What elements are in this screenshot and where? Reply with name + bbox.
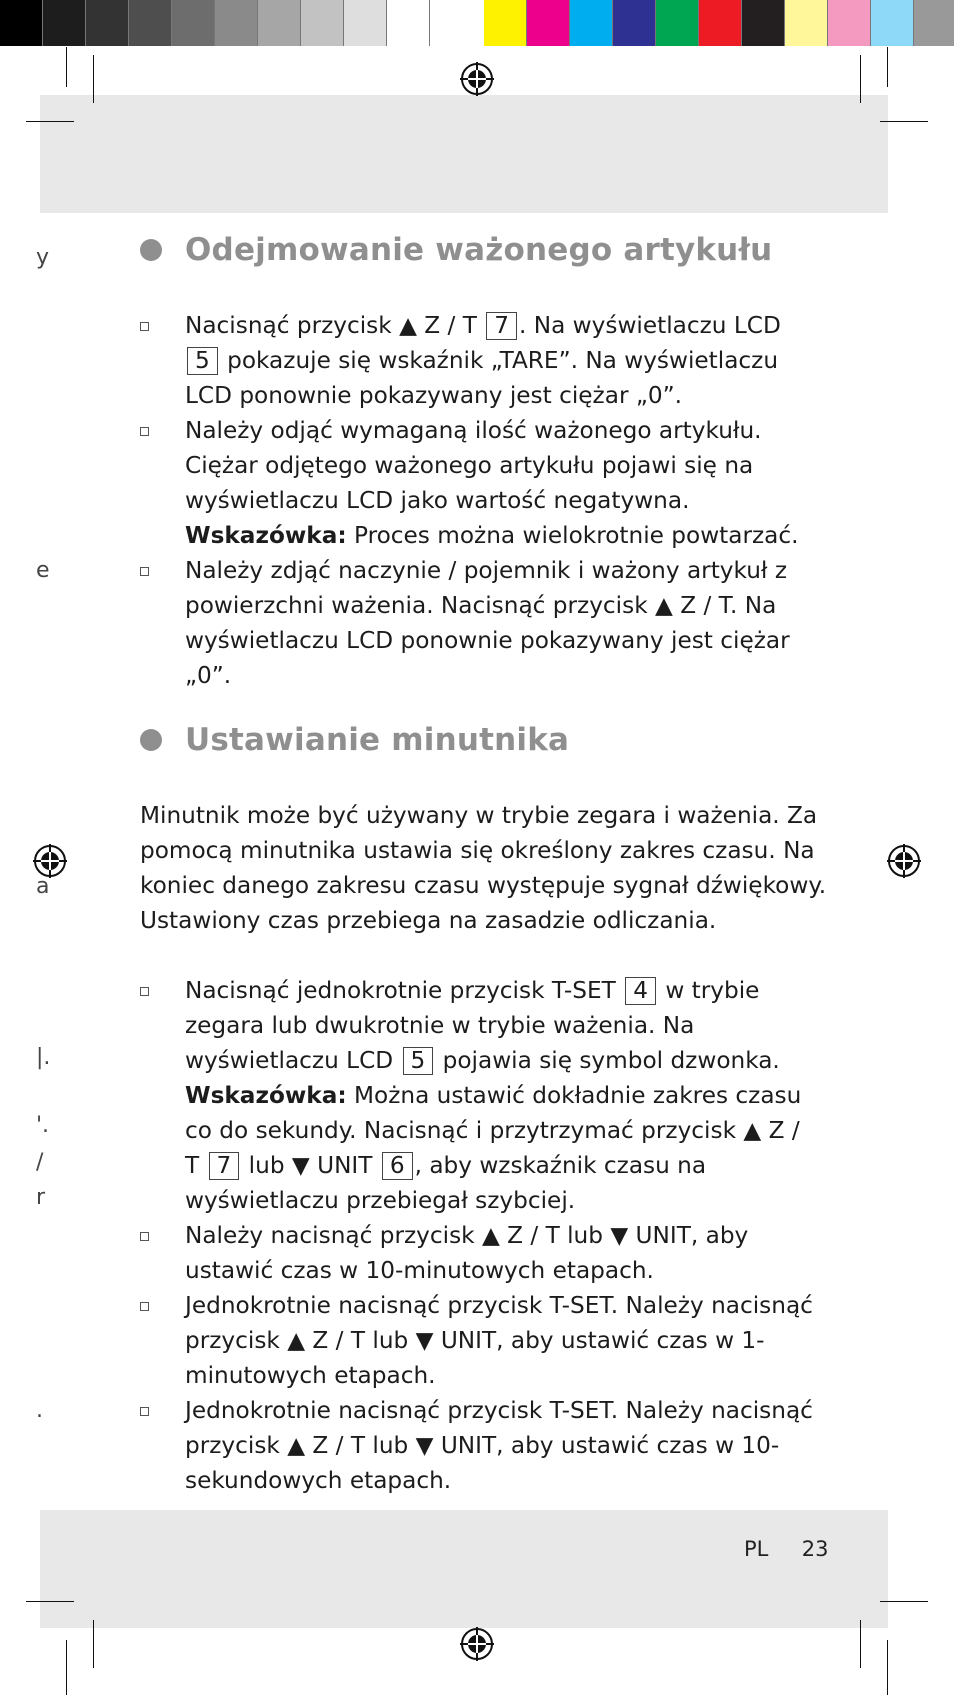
- checkbox-bullet-icon: [140, 322, 149, 331]
- crop-mark: [880, 121, 928, 122]
- edge-fragment: .: [36, 1398, 43, 1423]
- step-text: Należy odjąć wymaganą ilość ważonego artykułu. Ciężar odjętego ważonego artykułu pojawi się na wyświetlaczu LCD jako wartość negatywna.: [185, 417, 762, 514]
- crop-mark: [26, 121, 74, 122]
- edge-fragment: r: [36, 1185, 46, 1210]
- part-reference: 7: [486, 312, 517, 340]
- list-item: [140, 1393, 820, 1498]
- section-heading-tare: [140, 232, 772, 268]
- section-heading-timer: [140, 722, 569, 758]
- color-swatch: [86, 0, 129, 46]
- crop-mark: [93, 55, 94, 103]
- color-swatch: [570, 0, 613, 46]
- header-band: [40, 95, 888, 213]
- crop-mark: [26, 1601, 74, 1602]
- list-item: [140, 973, 820, 1218]
- timer-intro: Minutnik może być używany w trybie zegara i ważenia. Za pomocą minutnika ustawia się określony zakres czasu. Na koniec danego zakresu czasu występuje sygnał dźwiękowy. Ustawiony czas przebiega na zasadzie odliczania.: [140, 802, 827, 934]
- bullet-dot-icon: [140, 239, 162, 261]
- step-text: Nacisnąć jednokrotnie przycisk T-SET 4 w trybie zegara lub dwukrotnie w trybie ważenia. Na wyświetlaczu LCD 5 pojawia się symbol dzwonka.: [185, 977, 780, 1074]
- footer-band: [40, 1510, 888, 1628]
- edge-fragment: y: [36, 245, 50, 270]
- color-swatch: [656, 0, 699, 46]
- step-text: Jednokrotnie nacisnąć przycisk T-SET. Należy nacisnąć przycisk ▲ Z / T lub ▼ UNIT, aby ustawić czas w 10-sekundowych etapach.: [185, 1397, 813, 1494]
- tare-steps-list: [140, 308, 820, 693]
- crop-mark: [887, 1640, 888, 1695]
- section-title: Odejmowanie ważonego artykułu: [185, 232, 773, 268]
- grayscale-color-bar: [0, 0, 430, 47]
- color-swatch: [129, 0, 172, 46]
- color-swatch: [785, 0, 828, 46]
- edge-fragment: a: [36, 874, 50, 899]
- crop-mark: [93, 1620, 94, 1668]
- checkbox-bullet-icon: [140, 427, 149, 436]
- registration-mark-icon: [33, 844, 67, 878]
- registration-mark-icon: [460, 62, 494, 96]
- color-swatch: [914, 0, 954, 46]
- color-swatch: [742, 0, 785, 46]
- color-swatch: [387, 0, 430, 46]
- checkbox-bullet-icon: [140, 1302, 149, 1311]
- color-swatch: [301, 0, 344, 46]
- note: Wskazówka: Proces można wielokrotnie powtarzać.: [185, 522, 799, 549]
- step-text: Nacisnąć przycisk ▲ Z / T 7 . Na wyświetlaczu LCD 5 pokazuje się wskaźnik „TARE”. Na wyświetlaczu LCD ponownie pokazywany jest ciężar „0”.: [185, 312, 781, 409]
- crop-mark: [860, 55, 861, 103]
- note-label: Wskazówka:: [185, 522, 347, 549]
- crop-mark: [66, 1640, 67, 1695]
- note-label: Wskazówka:: [185, 1082, 347, 1109]
- color-swatch: [258, 0, 301, 46]
- color-swatch: [699, 0, 742, 46]
- color-swatch: [344, 0, 387, 46]
- color-swatch: [215, 0, 258, 46]
- color-swatch: [0, 0, 43, 46]
- color-swatch: [613, 0, 656, 46]
- page-footer: [744, 1537, 828, 1561]
- list-item: [140, 413, 820, 553]
- color-swatch: [871, 0, 914, 46]
- list-item: [140, 1218, 820, 1288]
- registration-mark-icon: [887, 844, 921, 878]
- edge-fragment: /: [36, 1150, 44, 1175]
- section-title: Ustawianie minutnika: [185, 722, 570, 758]
- color-swatch: [484, 0, 527, 46]
- part-reference: 4: [625, 977, 656, 1005]
- registration-mark-icon: [460, 1627, 494, 1661]
- step-text: Jednokrotnie nacisnąć przycisk T-SET. Należy nacisnąć przycisk ▲ Z / T lub ▼ UNIT, aby ustawić czas w 1-minutowych etapach.: [185, 1292, 813, 1389]
- cmyk-color-bar: [484, 0, 954, 47]
- edge-fragment: e: [36, 558, 50, 583]
- part-reference: 5: [403, 1047, 434, 1075]
- checkbox-bullet-icon: [140, 567, 149, 576]
- color-swatch: [172, 0, 215, 46]
- checkbox-bullet-icon: [140, 1232, 149, 1241]
- crop-mark: [66, 47, 67, 87]
- language-code: PL: [744, 1537, 769, 1561]
- checkbox-bullet-icon: [140, 987, 149, 996]
- part-reference: 5: [187, 347, 218, 375]
- page-number: 23: [801, 1537, 829, 1561]
- part-reference: 7: [209, 1152, 240, 1180]
- step-text: Należy nacisnąć przycisk ▲ Z / T lub ▼ UNIT, aby ustawić czas w 10-minutowych etapach.: [185, 1222, 749, 1284]
- list-item: [140, 553, 820, 693]
- color-swatch: [527, 0, 570, 46]
- checkbox-bullet-icon: [140, 1407, 149, 1416]
- edge-fragment: |.: [36, 1045, 51, 1070]
- edge-fragment: '.: [36, 1113, 50, 1138]
- list-item: [140, 1288, 820, 1393]
- step-text: Należy zdjąć naczynie / pojemnik i ważony artykuł z powierzchni ważenia. Nacisnąć przycisk ▲ Z / T. Na wyświetlaczu LCD ponownie pokazywany jest ciężar „0”.: [185, 557, 790, 689]
- note: Wskazówka: Można ustawić dokładnie zakres czasu co do sekundy. Nacisnąć i przytrzymać przycisk ▲ Z / T 7 lub ▼ UNIT 6 , aby wzskaźnik czasu na wyświetlaczu przebiegał szybciej.: [185, 1082, 802, 1214]
- color-swatch: [43, 0, 86, 46]
- timer-steps-list: [140, 973, 820, 1498]
- bullet-dot-icon: [140, 729, 162, 751]
- color-swatch: [828, 0, 871, 46]
- list-item: [140, 308, 820, 413]
- crop-mark: [880, 1601, 928, 1602]
- crop-mark: [860, 1620, 861, 1668]
- crop-mark: [887, 47, 888, 87]
- part-reference: 6: [382, 1152, 413, 1180]
